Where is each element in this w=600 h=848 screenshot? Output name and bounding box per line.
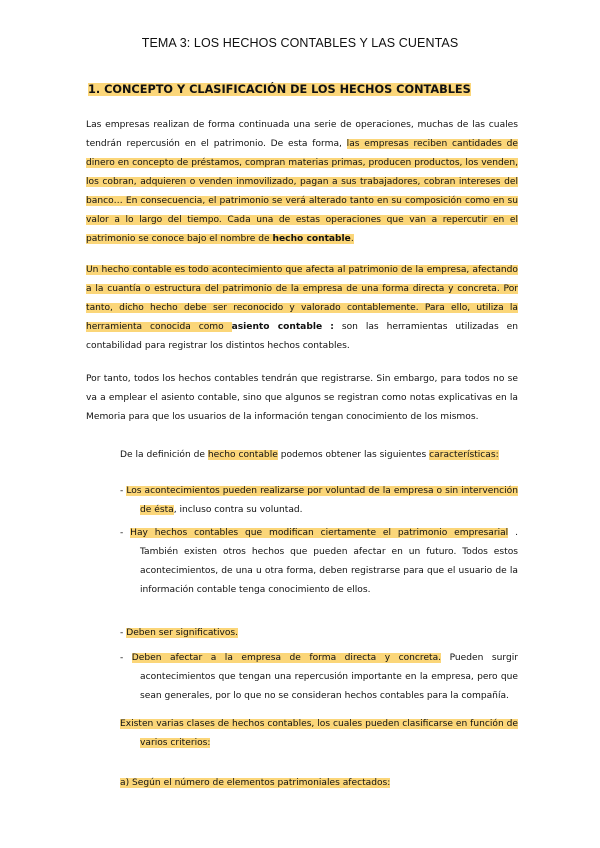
section-heading bbox=[88, 83, 471, 96]
list-item bbox=[120, 524, 518, 600]
list-dash: - bbox=[120, 486, 127, 496]
list-item bbox=[120, 649, 518, 706]
characteristics-label: características: bbox=[429, 450, 499, 460]
section-heading-text: 1. CONCEPTO Y CLASIFICACIÓN DE LOS HECHOS CONTABLES bbox=[88, 83, 471, 96]
list-dash: - bbox=[120, 628, 127, 638]
list-item-highlight: Deben ser significativos. bbox=[126, 628, 239, 638]
subheading-a bbox=[120, 774, 390, 793]
paragraph-definition bbox=[86, 261, 518, 356]
characteristics-middle: podemos obtener las siguientes bbox=[277, 450, 430, 460]
paragraph-characteristics-intro bbox=[120, 446, 499, 465]
paragraph-intro bbox=[86, 116, 518, 249]
paragraph-intro-highlight: las empresas reciben cantidades de dinero en concepto de préstamos, compran materias primas, producen productos, los venden, los cobran, adquieren o venden inmovilizado, pagan a sus trabajadores, cobran intereses del banco… En consecuencia, el patrimonio se verá alterado tanto en su composición como en su valor a lo largo del tiempo. Cada una de estas operaciones que van a repercutir en el patrimonio se conoce bajo el nombre de bbox=[86, 139, 519, 244]
characteristics-term: hecho contable bbox=[207, 450, 278, 460]
list-item-rest: . También existen otros hechos que pueden afectar en un futuro. Todos estos acontecimientos, de una u otra forma, deben registrarse para que el usuario de la información contable tenga conocimiento de ellos. bbox=[140, 528, 518, 595]
paragraph-classes bbox=[120, 715, 518, 753]
list-item-highlight: Los acontecimientos pueden realizarse por voluntad de la empresa o sin intervención de ésta bbox=[126, 486, 518, 515]
subheading-a-text: a) Según el número de elementos patrimoniales afectados: bbox=[120, 778, 391, 788]
list-item-highlight: Hay hechos contables que modifican ciertamente el patrimonio empresarial bbox=[130, 528, 509, 538]
paragraph-definition-highlight: Un hecho contable es todo acontecimiento que afecta al patrimonio de la empresa, afectando a la cuantía o estructura del patrimonio de la empresa de una forma directa y concreta. Por tanto, dicho hecho debe ser reconocido y valorado contablemente. Para ello, utiliza la herramienta conocida como bbox=[86, 265, 518, 332]
list-item-rest: , incluso contra su voluntad. bbox=[173, 505, 303, 515]
list-dash: - bbox=[120, 653, 132, 663]
list-item-rest: Pueden surgir acontecimientos que tengan una repercusión importante en la empresa, pero que sean generales, por lo que no se consideran hechos contables para la compañía. bbox=[140, 653, 518, 701]
list-dash: - bbox=[120, 528, 131, 538]
paragraph-definition-rest: son las herramientas utilizadas en contabilidad para registrar los distintos hechos contables. bbox=[86, 322, 518, 351]
list-item-highlight: Deben afectar a la empresa de forma directa y concreta. bbox=[131, 653, 442, 663]
paragraph-intro-end: . bbox=[350, 234, 354, 244]
term-hecho-contable: hecho contable bbox=[272, 234, 351, 244]
paragraph-classes-text: Existen varias clases de hechos contables, los cuales pueden clasificarse en función de varios criterios: bbox=[120, 719, 518, 748]
page-title: TEMA 3: LOS HECHOS CONTABLES Y LAS CUENTAS bbox=[141, 36, 459, 50]
list-item bbox=[120, 482, 518, 520]
term-asiento-contable: asiento contable : bbox=[231, 322, 334, 332]
paragraph-registration: Por tanto, todos los hechos contables tendrán que registrarse. Sin embargo, para todos no se va a emplear el asiento contable, sino que algunos se registran como notas explicativas en la Memoria para que los usuarios de la información tengan conocimiento de los mismos. bbox=[86, 374, 518, 422]
list-item bbox=[120, 624, 518, 643]
characteristics-intro-text: De la definición de bbox=[120, 450, 208, 460]
paragraph-intro-text: Las empresas realizan de forma continuada una serie de operaciones, muchas de las cuales tendrán repercusión en el patrimonio. De esta forma, bbox=[86, 120, 518, 149]
